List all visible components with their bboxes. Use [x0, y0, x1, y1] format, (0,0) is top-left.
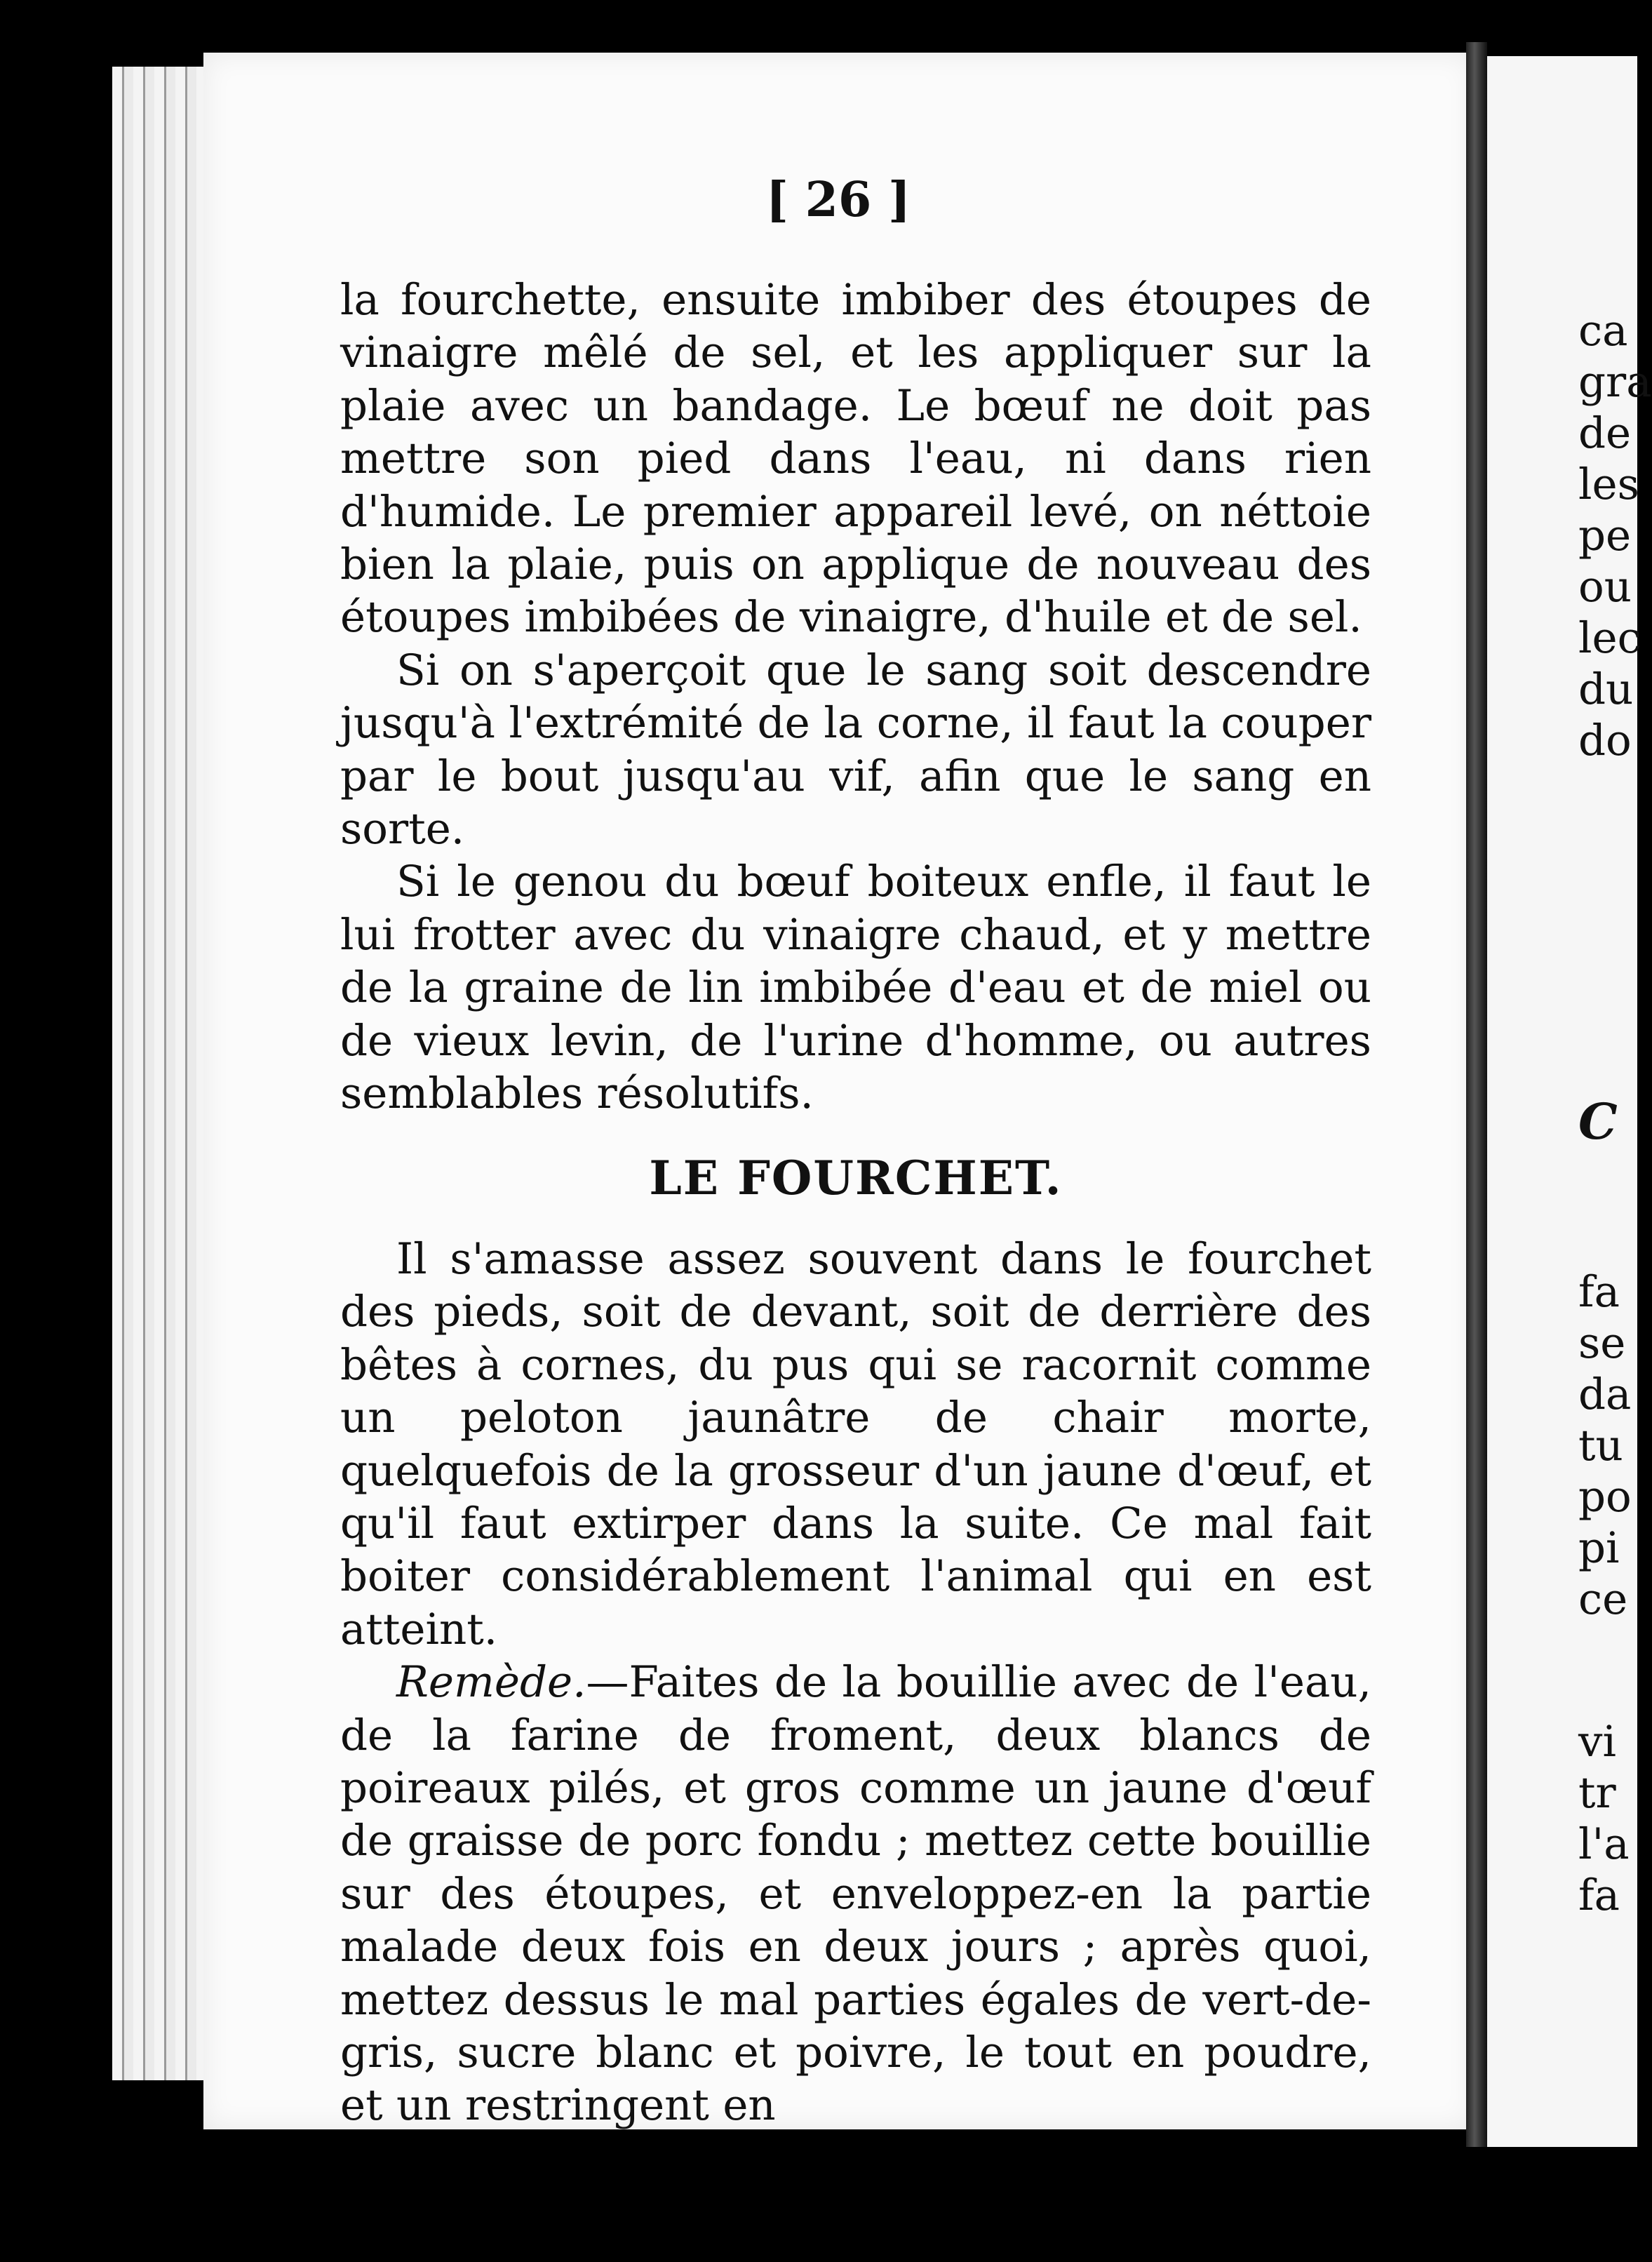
page-body — [340, 274, 1371, 2132]
paragraph-2: Si on s'aperçoit que le sang soit descendre jusqu'à l'extrémité de la corne, il faut la couper par le bout jusqu'au vif, afin que le sang en sorte. — [340, 645, 1371, 855]
book-gutter — [1466, 42, 1487, 2147]
fragment: de — [1578, 408, 1632, 458]
fragment: ce — [1578, 1574, 1628, 1624]
page-number: [ 26 ] — [765, 172, 911, 228]
fragment: les — [1578, 460, 1639, 509]
fragment: ou — [1578, 562, 1632, 612]
fragment: da — [1578, 1370, 1632, 1419]
remede-text: —Faites de la bouillie avec de l'eau, de la farine de froment, deux blancs de poireaux pilés, et gros comme un jaune d'œuf de graisse de porc fondu ; mettez cette bouillie sur des étoupes, et enveloppez-en la partie malade deux fois en deux jours ; après quoi, mettez dessus le mal parties égales de vert-de-gris, sucre blanc et poivre, le tout en poudre, et un restringent en — [340, 1657, 1371, 2131]
fragment: pi — [1578, 1523, 1620, 1573]
fragment-heading: C — [1578, 1092, 1618, 1151]
fragment: fa — [1578, 1267, 1620, 1317]
fragment: du — [1578, 664, 1634, 714]
fragment: l'a — [1578, 1819, 1630, 1869]
paragraph-1: la fourchette, ensuite imbiber des étoupes de vinaigre mêlé de sel, et les appliquer sur la plaie avec un bandage. Le bœuf ne doit pas mettre son pied dans l'eau, ni dans rien d'humide. Le premier appareil levé, on néttoie bien la plaie, puis on applique de nouveau des étoupes imbibées de vinaigre, d'huile et de sel. — [340, 275, 1371, 643]
fragment: gra — [1578, 357, 1652, 407]
section-heading: LE FOURCHET. — [649, 1150, 1063, 1205]
fragment: se — [1578, 1318, 1626, 1368]
right-page-fragments — [1578, 305, 1652, 1921]
fragment: do — [1578, 716, 1632, 765]
fragment: tr — [1578, 1768, 1616, 1818]
page-edges — [112, 67, 217, 2080]
right-page-edge — [1487, 56, 1652, 2147]
fragment: tu — [1578, 1421, 1623, 1471]
paragraph-fourchet: Il s'amasse assez souvent dans le fourchet des pieds, soit de devant, soit de derrière des bêtes à cornes, du pus qui se racornit comme un peloton jaunâtre de chair morte, quelquefois de la grosseur d'un jaune d'œuf, et qu'il faut extirper dans la suite. Ce mal fait boiter considérablement l'animal qui en est atteint. — [340, 1233, 1371, 1654]
fragment: fa — [1578, 1871, 1620, 1920]
fragment: pe — [1578, 511, 1632, 561]
left-page — [203, 53, 1473, 2129]
fragment: vi — [1578, 1717, 1616, 1767]
remede-label: Remède. — [396, 1657, 586, 1708]
fragment: lec — [1578, 613, 1641, 663]
paragraph-remede — [340, 1656, 1371, 2132]
fragment: po — [1578, 1472, 1632, 1522]
fragment: ca — [1578, 306, 1628, 356]
paragraph-3: Si le genou du bœuf boiteux enfle, il faut le lui frotter avec du vinaigre chaud, et y mettre de la graine de lin imbibée d'eau et de miel ou de vieux levin, de l'urine d'homme, ou autres semblables résolutifs. — [340, 857, 1371, 1119]
